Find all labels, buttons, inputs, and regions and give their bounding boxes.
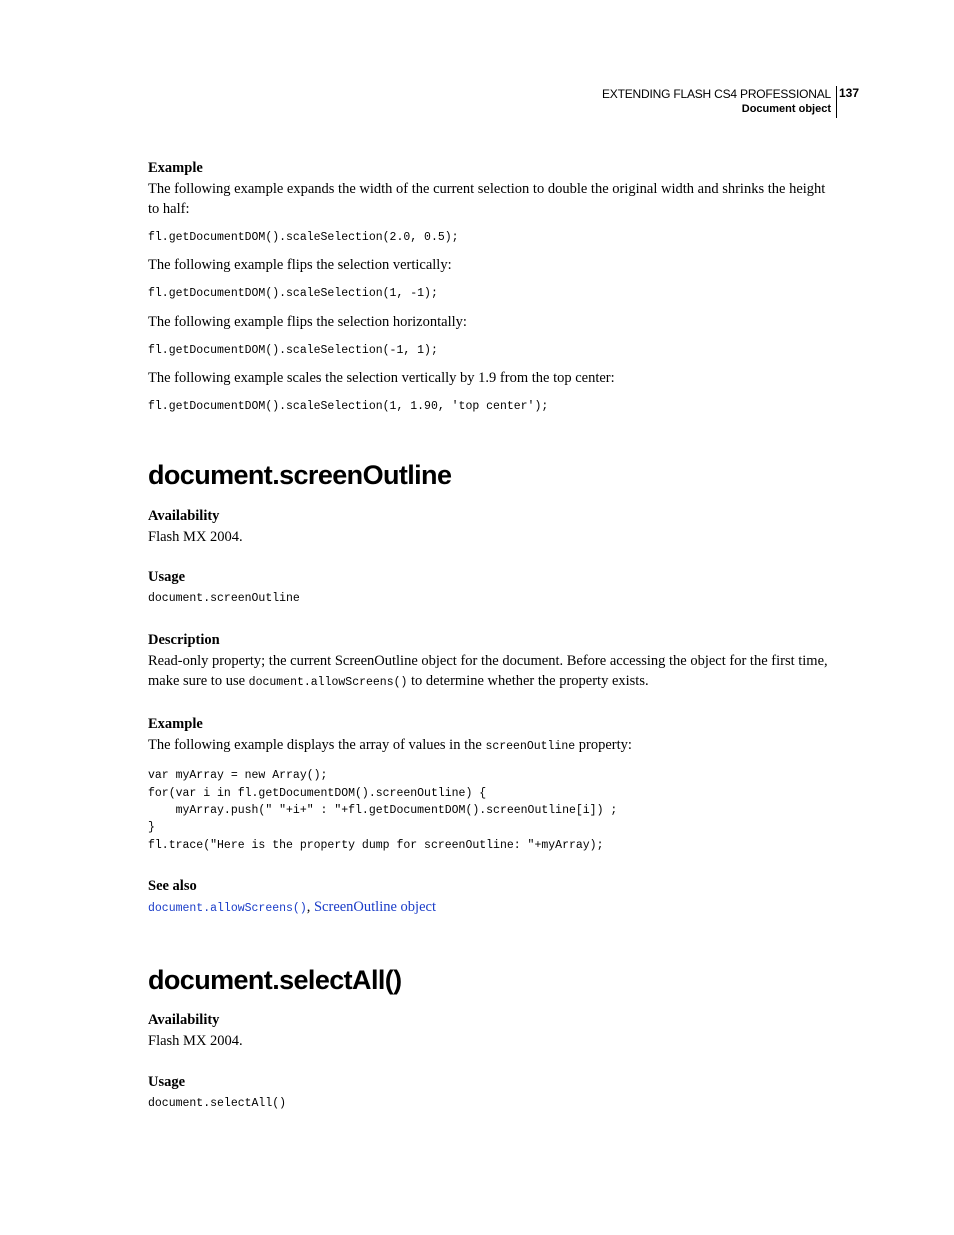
- availability-text: Flash MX 2004.: [148, 529, 243, 546]
- link-allow-screens[interactable]: document.allowScreens(): [148, 901, 307, 915]
- code-flip-horizontal: fl.getDocumentDOM().scaleSelection(-1, 1);: [148, 343, 438, 357]
- page-header: [545, 86, 859, 118]
- text-flip-horizontal: The following example flips the selection horizontally:: [148, 313, 467, 330]
- header-divider: [836, 86, 837, 118]
- example-heading-screen-outline: Example: [148, 716, 203, 733]
- availability-text-select-all: Flash MX 2004.: [148, 1032, 243, 1049]
- description-inline-code: document.allowScreens(): [248, 676, 408, 690]
- text-flip-vertical: The following example flips the selection vertically:: [148, 257, 452, 274]
- example-text-screen-outline: [148, 735, 840, 757]
- description-text: [148, 651, 840, 693]
- code-scale-top-center: fl.getDocumentDOM().scaleSelection(1, 1.90, 'top center');: [148, 399, 549, 413]
- header-title: EXTENDING FLASH CS4 PROFESSIONAL: [602, 87, 831, 101]
- example-intro: The following example expands the width of the current selection to double the original width and shrinks the height to half:: [148, 181, 826, 217]
- usage-heading-select-all: Usage: [148, 1073, 186, 1090]
- usage-heading: Usage: [148, 569, 186, 586]
- see-also-links: [148, 897, 840, 919]
- header-text: [602, 87, 831, 117]
- example-part1: The following example displays the array of values in the: [148, 737, 482, 754]
- section-title-select-all: document.selectAll(): [148, 964, 402, 995]
- code-scale-double: fl.getDocumentDOM().scaleSelection(2.0, 0.5);: [148, 231, 459, 244]
- section-title-screen-outline: document.screenOutline: [148, 460, 452, 491]
- code-flip-vertical: fl.getDocumentDOM().scaleSelection(1, -1);: [148, 287, 438, 301]
- example-inline-code: screenOutline: [485, 740, 576, 754]
- page-content: [148, 158, 840, 1112]
- example-heading: Example: [148, 160, 203, 176]
- header-section: Document object: [741, 103, 831, 115]
- text-scale-top-center: The following example scales the selection vertically by 1.9 from the top center:: [148, 369, 615, 386]
- page-number: 137: [838, 86, 859, 100]
- usage-code-select-all: document.selectAll(): [148, 1096, 287, 1110]
- see-also-heading: See also: [148, 877, 197, 894]
- description-part2: to determine whether the property exists.: [411, 673, 649, 690]
- link-screen-outline-object[interactable]: ScreenOutline object: [313, 898, 436, 915]
- availability-heading-select-all: Availability: [148, 1011, 220, 1028]
- availability-heading: Availability: [148, 508, 220, 525]
- code-screen-outline-dump: var myArray = new Array(); for(var i in fl.getDocumentDOM().screenOutline) { myArray.push(" "+i+" : "+fl.getDocumentDOM().screenOutline[i]) ; } fl.trace("Here is the property dump for screenOutline: "+myArray);: [148, 769, 618, 852]
- see-also-separator: ,: [306, 898, 311, 915]
- example-part2: property:: [578, 737, 632, 754]
- description-heading: Description: [148, 632, 220, 649]
- usage-code: document.screenOutline: [148, 592, 300, 606]
- description-part1: Read-only property; the current ScreenOutline object for the document. Before accessing the object for the first time, make sure to use: [148, 653, 828, 690]
